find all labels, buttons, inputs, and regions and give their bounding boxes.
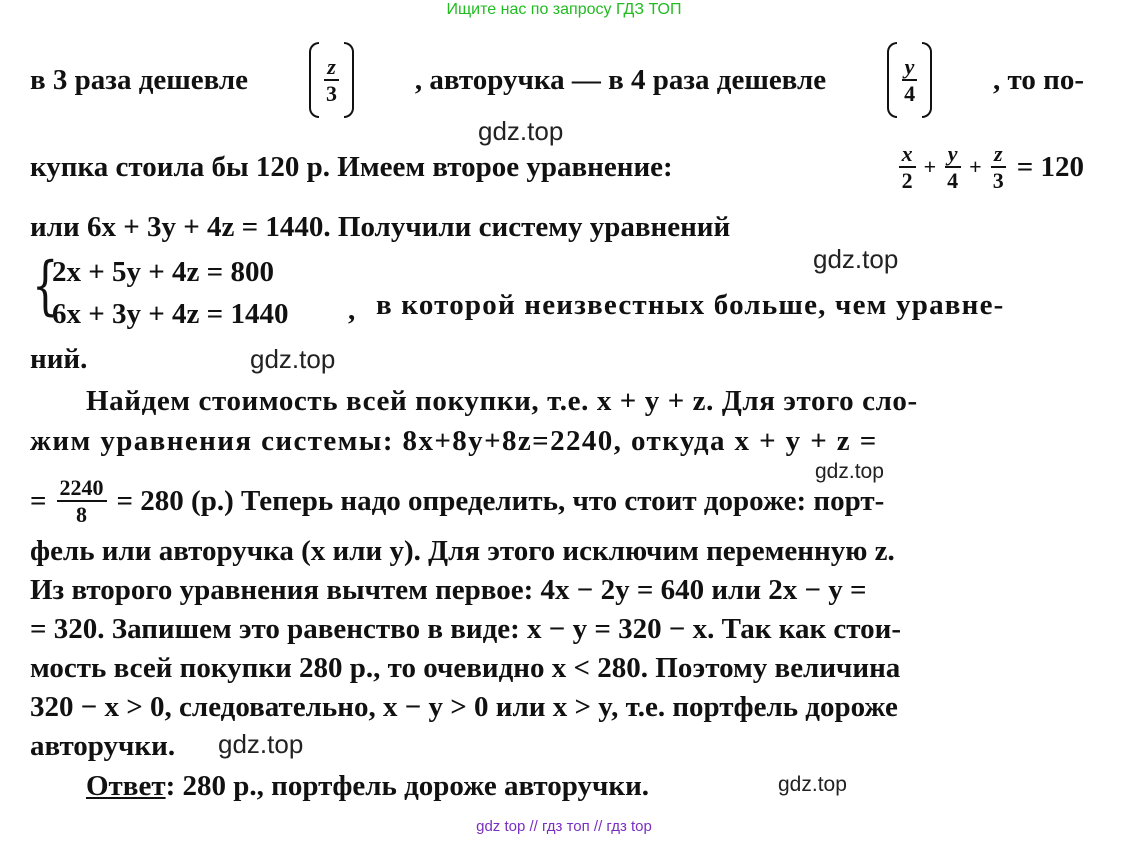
- text-line-12: мость всей покупки 280 р., то очевидно x < 280. Поэтому величина: [30, 651, 901, 684]
- watermark: gdz.top: [250, 344, 336, 374]
- fraction-numerator: y: [945, 142, 961, 168]
- fraction-numerator: y: [902, 55, 918, 81]
- text-line-4: [376, 286, 1084, 324]
- fraction-sum: [895, 142, 1084, 192]
- text-line-1: [30, 42, 1084, 118]
- fraction-denominator: 4: [947, 168, 959, 193]
- brace: {: [32, 249, 59, 323]
- plus-sign: +: [923, 154, 937, 179]
- fraction-denominator: 8: [76, 502, 88, 527]
- right-paren: [344, 42, 354, 118]
- fraction-z-over-3: [990, 142, 1007, 192]
- watermark: gdz.top: [813, 244, 899, 274]
- left-paren: [887, 42, 897, 118]
- text-line-9: фель или авторучка (x или y). Для этого исключим переменную z.: [30, 534, 895, 567]
- paren-fraction-z-over-3: [309, 42, 354, 118]
- text-line-6: Найдем стоимость всей покупки, т.е. x + y + z. Для этого сло-: [86, 384, 918, 417]
- answer-line: [86, 766, 1084, 806]
- fraction-denominator: 3: [992, 168, 1004, 193]
- watermark: gdz.top: [478, 116, 564, 146]
- line4-text: в которой неизвестных больше, чем уравне-: [376, 288, 1005, 321]
- line1-part-c: , то по-: [993, 63, 1084, 96]
- text-line-2: [30, 136, 1084, 198]
- plus-sign: +: [969, 154, 982, 179]
- system-comma: ,: [348, 294, 356, 326]
- text-line-8: [30, 468, 1084, 534]
- equation-2: 6x + 3y + 4z = 1440: [52, 298, 289, 330]
- text-line-10: Из второго уравнения вычтем первое: 4x − 2y = 640 или 2x − y =: [30, 573, 867, 606]
- fraction-denominator: 3: [325, 81, 337, 106]
- fraction-x-over-2: [899, 142, 916, 192]
- answer-text: : 280 р., портфель дороже авторучки.: [165, 769, 650, 802]
- fraction-numerator: x: [899, 142, 916, 168]
- equation-system: [30, 249, 370, 336]
- fraction-denominator: 4: [904, 81, 916, 106]
- fraction-denominator: 2: [901, 168, 913, 193]
- text-line-13: 320 − x > 0, следовательно, x − y > 0 или x > y, т.е. портфель дороже: [30, 690, 898, 723]
- fraction-y-over-4: [944, 142, 961, 192]
- answer-label: Ответ: [86, 769, 166, 802]
- text-line-14: авторучки.: [30, 729, 176, 762]
- top-banner: Ищите нас по запросу ГДЗ ТОП: [446, 1, 682, 18]
- line1-part-a: в 3 раза дешевле: [30, 63, 249, 96]
- fraction: [323, 55, 340, 105]
- equals-sign: =: [30, 484, 47, 517]
- fraction: [901, 55, 918, 105]
- fraction-2240-over-8: [57, 476, 107, 526]
- line8-rest: = 280 (р.) Теперь надо определить, что стоит дороже: порт-: [116, 484, 885, 517]
- line1-part-b: , авторучка — в 4 раза дешевле: [414, 63, 827, 96]
- paren-fraction-y-over-4: [887, 42, 932, 118]
- line2-part-a: купка стоила бы 120 р. Имеем второе уравнение:: [30, 150, 673, 183]
- footer: gdz top // гдз топ // гдз top: [476, 818, 652, 835]
- fraction-numerator: z: [324, 55, 339, 81]
- text-line-7: жим уравнения системы: 8x+8y+8z=2240, откуда x + y + z =: [30, 424, 878, 457]
- equation-1: 2x + 5y + 4z = 800: [52, 256, 274, 288]
- text-line-11: = 320. Запишем это равенство в виде: x − y = 320 − x. Так как стои-: [30, 612, 902, 645]
- equals-120: = 120: [1016, 150, 1084, 183]
- watermark: gdz.top: [218, 729, 304, 759]
- text-line-3: или 6x + 3y + 4z = 1440. Получили систему уравнений: [30, 210, 731, 243]
- fraction-numerator: z: [991, 142, 1006, 168]
- watermark: gdz.top: [815, 460, 884, 483]
- watermark: gdz.top: [778, 773, 847, 796]
- fraction-numerator: 2240: [57, 476, 107, 502]
- left-paren: [309, 42, 319, 118]
- right-paren: [922, 42, 932, 118]
- text-line-5: ний.: [30, 342, 88, 375]
